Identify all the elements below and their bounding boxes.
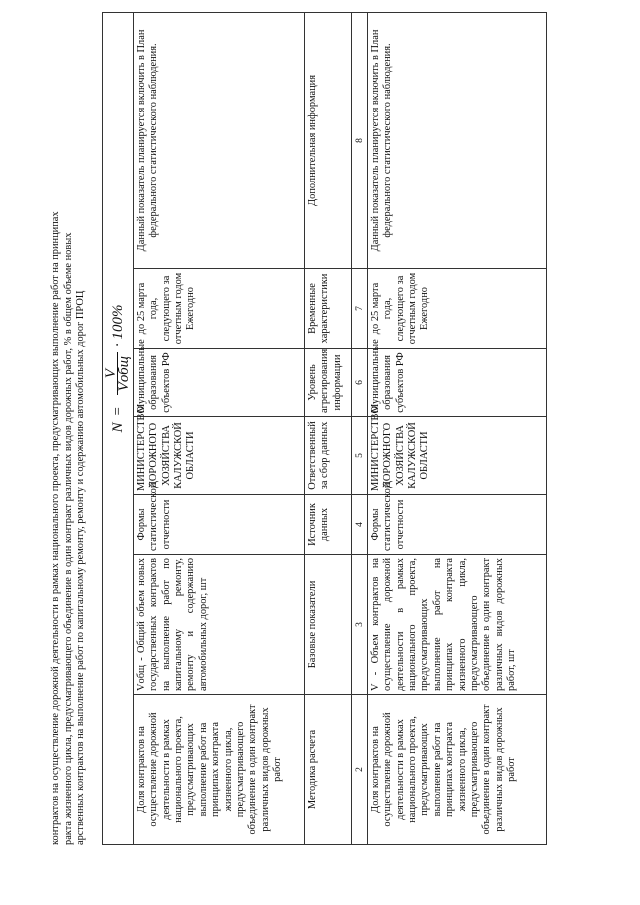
cell-responsible: МИНИСТЕРСТВО ДОРОЖНОГО ХОЗЯЙСТВА КАЛУЖСКОЙ ОБЛАСТИ [133, 417, 304, 495]
formula-multiplier: · 100% [109, 304, 126, 347]
formula-denominator: Vобщ [117, 352, 130, 395]
title-line-3: арственных контрактов на выполнение работ по капитальному ремонту, ремонту и содержанию автомобильных дорог ПРОЦ [75, 290, 87, 845]
header-responsible: Ответственный за сбор данных [304, 417, 351, 495]
title-line-2: ракта жизненного цикла, предусматривающего объединение в один контракт различных видов дорожных работ, % в общем объеме новых [62, 232, 74, 845]
column-number: 3 [351, 555, 367, 695]
calculation-formula [105, 16, 131, 841]
formula-equals: = [109, 406, 126, 417]
header-source: Источник данных [304, 495, 351, 555]
formula-numerator: V [103, 369, 119, 379]
cell-base: V - Объем контрактов на осуществление дорожной деятельности в рамках национального проекта, предусматривающих выполнение работ на принципах контракта жизненного цикла, предусматривающего объединение в один контракт различных видов дорожных работ, шт [367, 555, 546, 695]
cell-base: Vобщ - Общий объем новых государственных контрактов на выполнение работ по капитальному ремонту, ремонту и содержанию автомобильных дорог, шт [133, 555, 304, 695]
column-number: 6 [351, 349, 367, 417]
cell-name: Доля контрактов на осуществление дорожной деятельности в рамках национального проекта, предусматривающих выполнение работ на принципах контракта жизненного цикла, предусматривающего объединение в один контракт различных видов дорожных работ [367, 695, 546, 845]
cell-info: Данный показатель планируется включить в План федерального статистического наблюдения. [133, 12, 304, 268]
cell-level: Муниципальные образования субъектов РФ [367, 349, 546, 417]
header-info: Дополнительная информация [304, 12, 351, 268]
header-base: Базовые показатели [304, 555, 351, 695]
indicator-table [102, 12, 547, 845]
column-number-row [351, 12, 367, 844]
cell-info: Данный показатель планируется включить в План федерального статистического наблюдения. [367, 12, 546, 268]
cell-source: Формы статистической отчетности [133, 495, 304, 555]
cell-time: до 25 марта года, следующего за отчетным годом Ежегодно [367, 269, 546, 349]
header-level: Уровень агрегирования информации [304, 349, 351, 417]
formula-cell [103, 12, 134, 844]
header-time: Временные характеристики [304, 269, 351, 349]
column-number: 7 [351, 269, 367, 349]
column-number: 2 [351, 695, 367, 845]
formula-lhs: N [109, 422, 126, 433]
cell-time: до 25 марта года, следующего за отчетным годом Ежегодно [133, 269, 304, 349]
column-number: 4 [351, 495, 367, 555]
column-number: 5 [351, 417, 367, 495]
formula-fraction [105, 352, 131, 395]
column-number: 8 [351, 12, 367, 268]
table-row [367, 12, 546, 844]
cell-name: Доля контрактов на осуществление дорожной деятельности в рамках национального проекта, предусматривающих выполнение работ на принципах контракта жизненного цикла, предусматривающего объединение в один контракт различных видов дорожных работ [133, 695, 304, 845]
cell-responsible: МИНИСТЕРСТВО ДОРОЖНОГО ХОЗЯЙСТВА КАЛУЖСКОЙ ОБЛАСТИ [367, 417, 546, 495]
header-row [304, 12, 351, 844]
table-row [133, 12, 304, 844]
cell-source: Формы статистической отчетности [367, 495, 546, 555]
indicator-title [50, 15, 88, 845]
header-method: Методика расчета [304, 695, 351, 845]
cell-level: Муниципальные образования субъектов РФ [133, 349, 304, 417]
formula-row [103, 12, 134, 844]
title-line-1: контрактов на осуществление дорожной деятельности в рамках национального проекта, предусматривающих выполнение работ на принципах [50, 211, 61, 845]
